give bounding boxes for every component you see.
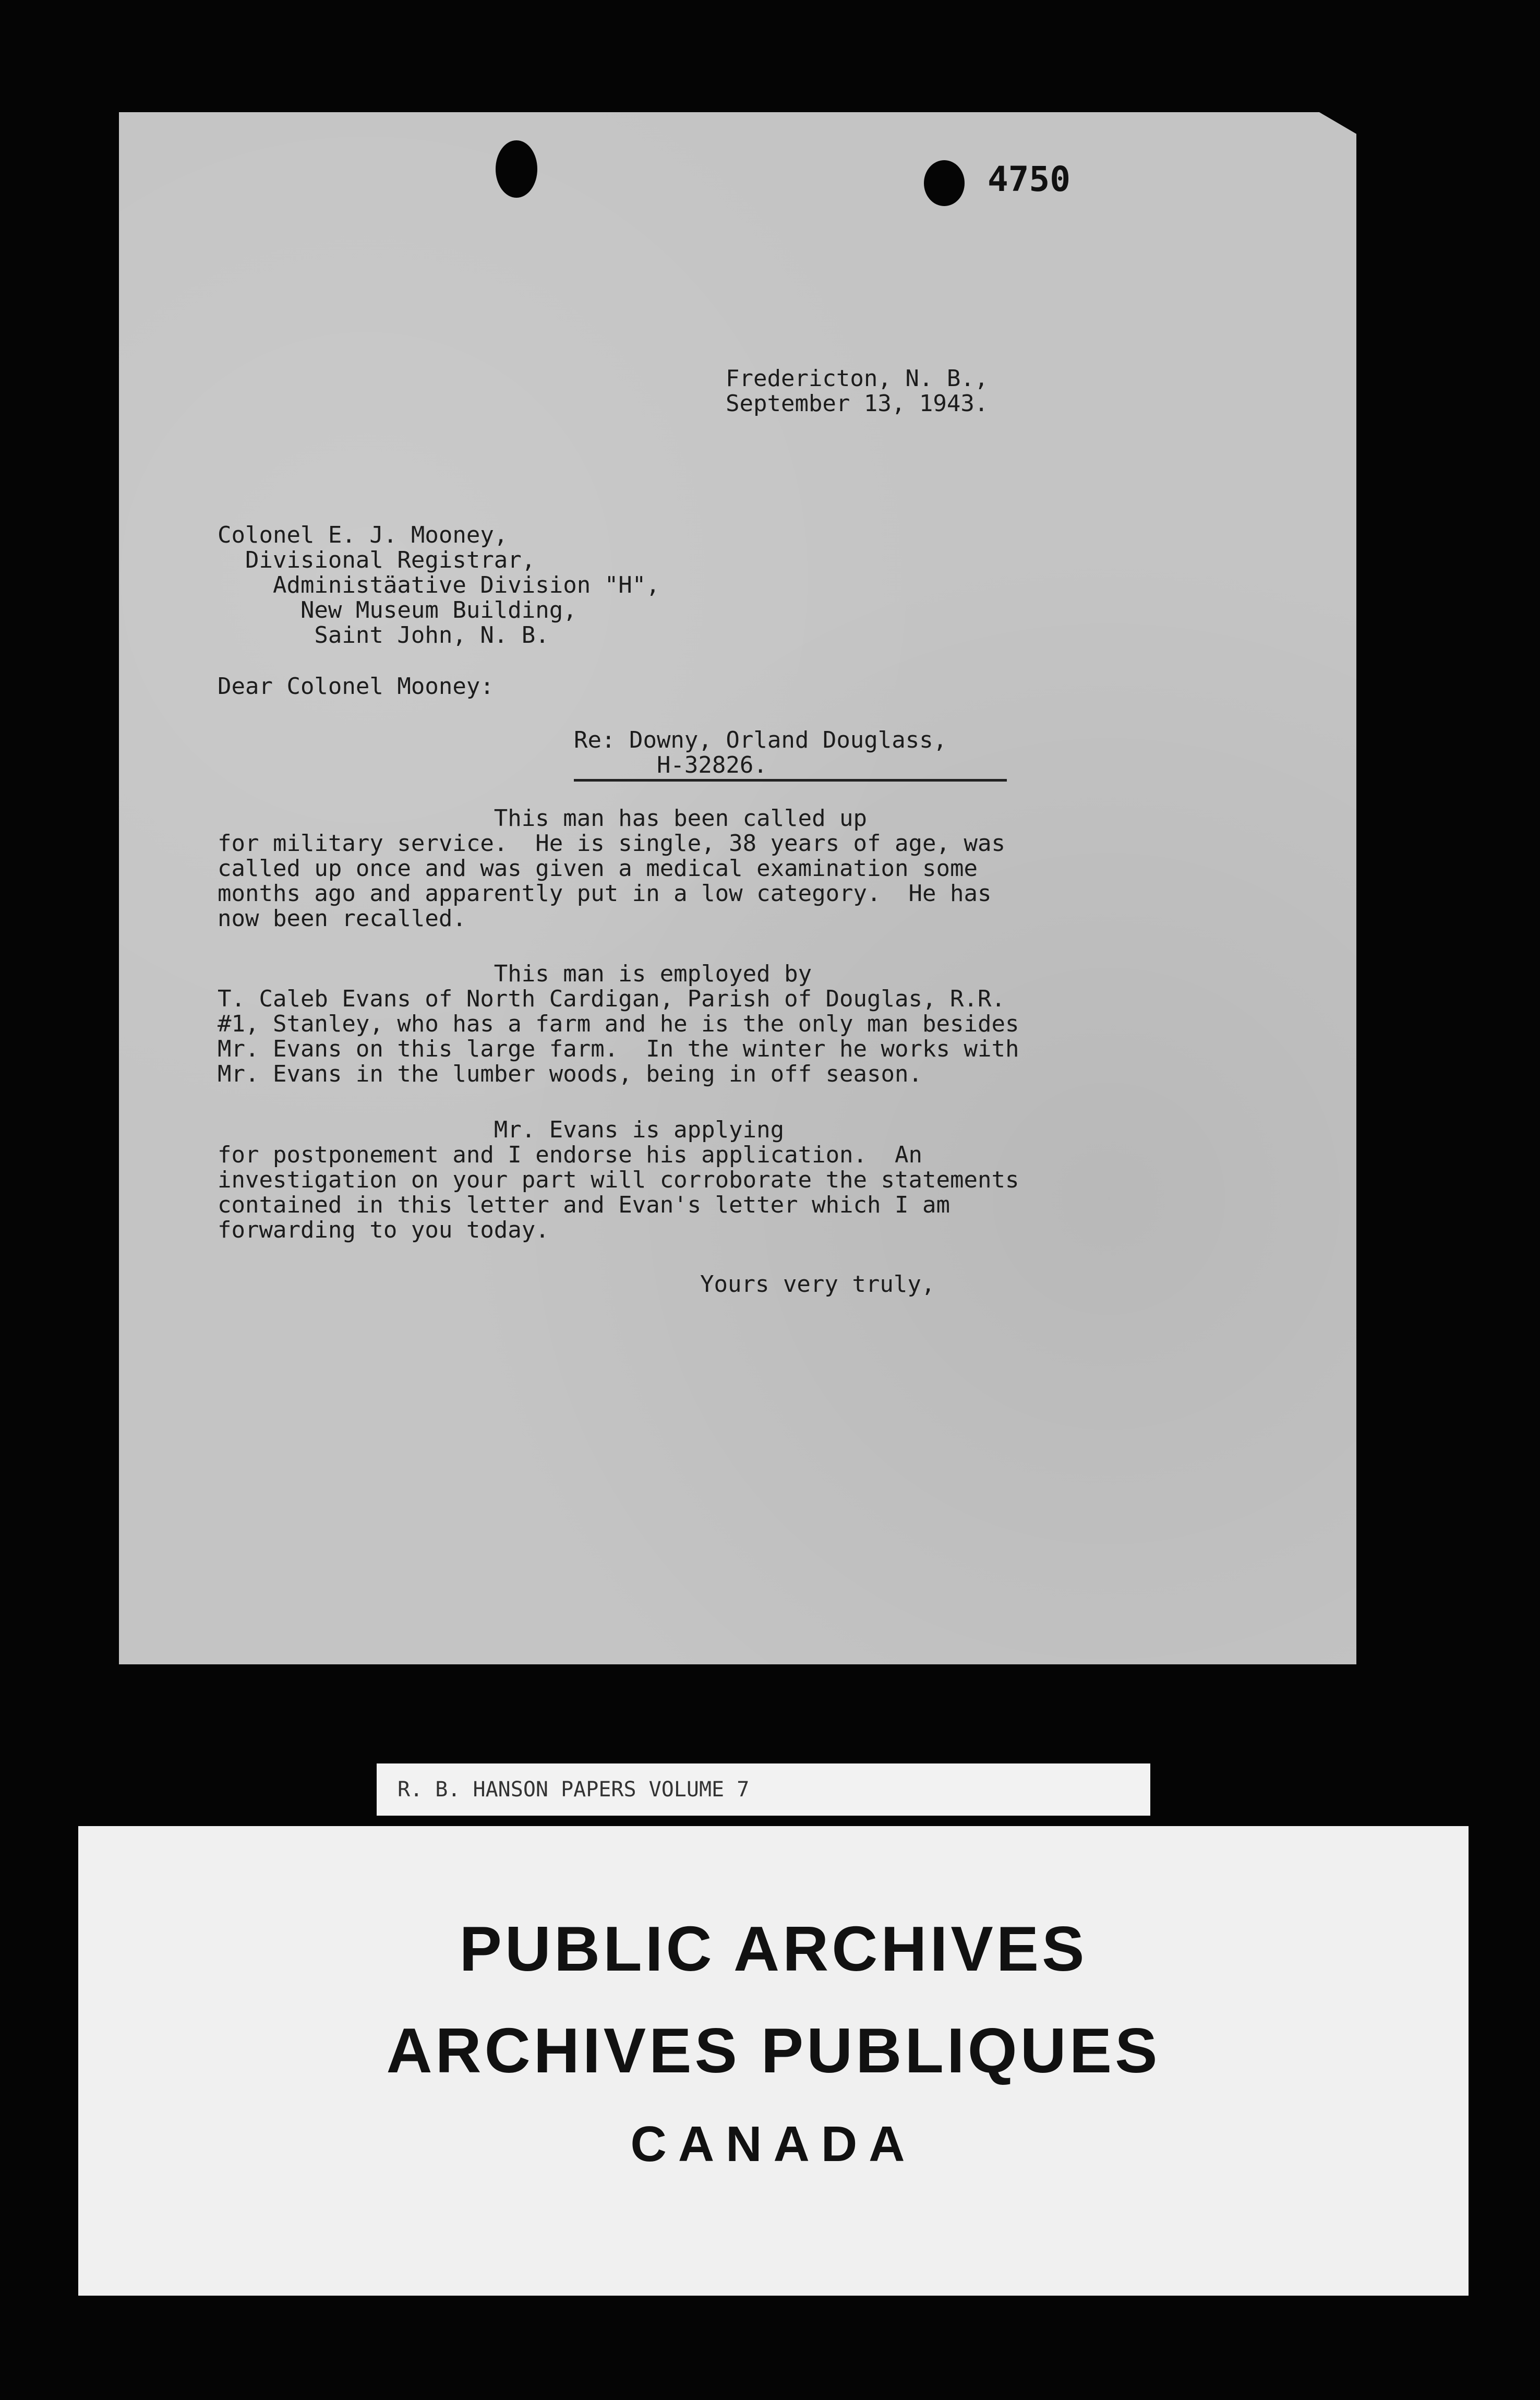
text-line: forwarding to you today. bbox=[218, 1217, 549, 1243]
closing: Yours very truly, bbox=[700, 1271, 935, 1298]
volume-label: R. B. HANSON PAPERS VOLUME 7 bbox=[377, 1763, 1150, 1816]
subject-line: Re: Downy, Orland Douglass, bbox=[574, 727, 947, 753]
recipient-line: Saint John, N. B. bbox=[218, 622, 549, 649]
text-line: Mr. Evans on this large farm. In the winter he works with bbox=[218, 1036, 1019, 1062]
archives-country: CANADA bbox=[630, 2116, 917, 2172]
punch-hole-right bbox=[924, 160, 965, 206]
text-line: Mr. Evans is applying bbox=[218, 1117, 785, 1143]
text-line: This man is employed by bbox=[218, 961, 812, 987]
recipient-address bbox=[218, 523, 660, 648]
text-line: called up once and was given a medical examination some bbox=[218, 855, 978, 882]
body-paragraph-3 bbox=[218, 1118, 1019, 1243]
document-number: 4750 bbox=[988, 159, 1070, 199]
place-and-date bbox=[726, 366, 988, 416]
text-line: This man has been called up bbox=[218, 805, 868, 832]
text-line: investigation on your part will corroborate the statements bbox=[218, 1167, 1019, 1193]
salutation: Dear Colonel Mooney: bbox=[218, 673, 494, 700]
text-line: for postponement and I endorse his application. An bbox=[218, 1142, 923, 1168]
archives-title-english: PUBLIC ARCHIVES bbox=[459, 1913, 1088, 1984]
subject-line: H-32826. bbox=[574, 752, 767, 778]
date: September 13, 1943. bbox=[726, 390, 989, 417]
recipient-line: Divisional Registrar, bbox=[218, 547, 536, 573]
subject-reference bbox=[574, 728, 1007, 782]
archives-card bbox=[78, 1826, 1469, 2296]
text-line: months ago and apparently put in a low category. He has bbox=[218, 880, 992, 907]
text-line: #1, Stanley, who has a farm and he is the only man besides bbox=[218, 1011, 1019, 1037]
body-paragraph-2 bbox=[218, 962, 1019, 1087]
recipient-line: Colonel E. J. Mooney, bbox=[218, 522, 508, 548]
recipient-line: Administäative Division "H", bbox=[218, 572, 660, 598]
recipient-line: New Museum Building, bbox=[218, 597, 577, 623]
text-line: T. Caleb Evans of North Cardigan, Parish of Douglas, R.R. bbox=[218, 986, 1005, 1012]
archives-title-french: ARCHIVES PUBLIQUES bbox=[386, 2015, 1161, 2086]
punch-hole-left bbox=[496, 140, 537, 198]
text-line: Mr. Evans in the lumber woods, being in off season. bbox=[218, 1061, 923, 1087]
place: Fredericton, N. B., bbox=[726, 365, 989, 392]
text-line: contained in this letter and Evan's letter which I am bbox=[218, 1192, 950, 1218]
text-line: for military service. He is single, 38 years of age, was bbox=[218, 830, 1005, 857]
text-line: now been recalled. bbox=[218, 905, 466, 932]
body-paragraph-1 bbox=[218, 806, 1005, 931]
